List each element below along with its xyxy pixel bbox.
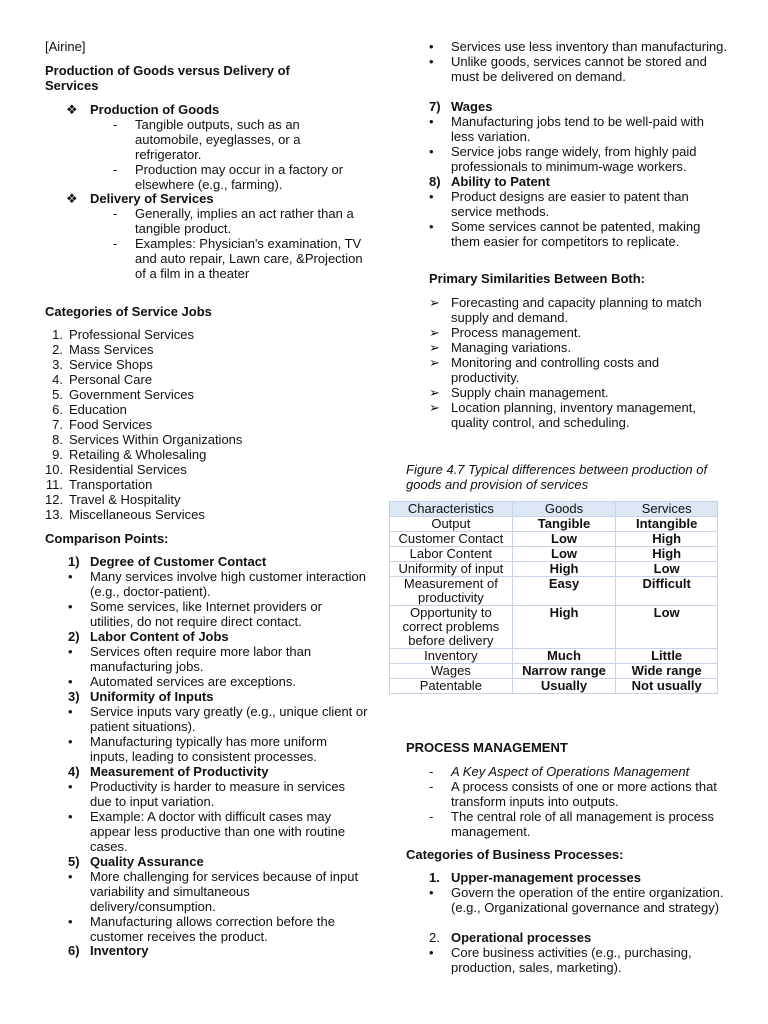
inventory-continued: • Services use less inventory than manufacturing. • Unlike goods, services cannot be stored and must be delivered on demand. — [429, 39, 728, 84]
table-row: Measurement of productivity Easy Difficult — [390, 577, 718, 606]
table-row: Labor Content Low High — [390, 547, 718, 562]
dot-bullet: • — [68, 779, 73, 794]
list-item: 7. Food Services — [52, 417, 153, 432]
dot-bullet: • — [68, 734, 73, 749]
list-item: - The central role of all management is process management. — [429, 809, 715, 839]
list-item: ➢ Monitoring and controlling costs and productivity. — [429, 355, 660, 385]
business-heading: Categories of Business Processes: — [406, 847, 624, 862]
arrow-bullet-icon: ➢ — [429, 400, 440, 415]
table-row: Uniformity of input High Low — [390, 562, 718, 577]
point-title: Degree of Customer Contact — [90, 554, 267, 569]
comparison-point-1: 1) Degree of Customer Contact • Many services involve high customer interaction (e.g., doctor-patient). • Some services, like Internet providers or utilities, do not require direct contact. — [68, 554, 367, 629]
table-row: Opportunity to correct problems before delivery High Low — [390, 606, 718, 649]
table-row: Wages Narrow range Wide range — [390, 664, 718, 679]
figure-caption: Figure 4.7 Typical differences between production of goods and provision of services — [406, 462, 708, 492]
list-item: 10. Residential Services — [45, 462, 187, 477]
production-heading: Production of Goods — [90, 102, 220, 117]
comparison-point-8: 8) Ability to Patent • Product designs are easier to patent than service methods. • Some services cannot be patented, making them easier for competitors to replicate. — [429, 174, 701, 249]
business-title: Upper-management processes — [451, 870, 642, 885]
diamond-bullet-icon: ❖ — [66, 102, 78, 117]
list-item: 13. Miscellaneous Services — [45, 507, 205, 522]
dot-bullet: • — [68, 809, 73, 824]
arrow-bullet-icon: ➢ — [429, 355, 440, 370]
business-item-2: 2. Operational processes • Core business activities (e.g., purchasing, production, sales, marketing). — [429, 930, 692, 975]
dot-bullet: • — [429, 54, 434, 69]
delivery-item — [113, 236, 363, 281]
delivery-heading: Delivery of Services — [90, 191, 214, 206]
delivery-item-text: Examples: Physician's examination, TV and auto repair, Lawn care, &Projection of a film in a theater — [135, 236, 363, 281]
dash-bullet: - — [429, 809, 434, 824]
column-header: Services — [616, 502, 718, 517]
production-item — [113, 117, 363, 162]
list-item: 9. Retailing & Wholesaling — [52, 447, 207, 462]
dot-bullet: • — [68, 869, 73, 884]
list-item: - A process consists of one or more actions that transform inputs into outputs. — [429, 779, 717, 809]
comparison-point-2: 2) Labor Content of Jobs • Services often require more labor than manufacturing jobs. • Automated services are exceptions. — [68, 629, 312, 689]
list-item: ➢ Supply chain management. — [429, 385, 609, 400]
document-tag: [Airine] — [45, 39, 86, 54]
comparison-point-7: 7) Wages • Manufacturing jobs tend to be well-paid with less variation. • Service jobs range widely, from highly paid professionals to minimum-wage workers. — [429, 99, 704, 174]
comparison-point-3: 3) Uniformity of Inputs • Service inputs vary greatly (e.g., unique client or patient situations). • Manufacturing typically has more uniform inputs, leading to consistent processes. — [68, 689, 368, 764]
dot-bullet: • — [68, 599, 73, 614]
business-item-1: 1. Upper-management processes • Govern the operation of the entire organization. (e.g., Organizational governance and strategy) — [429, 870, 724, 915]
point-title: Quality Assurance — [90, 854, 204, 869]
arrow-bullet-icon: ➢ — [429, 340, 440, 355]
categories-heading: Categories of Service Jobs — [45, 304, 212, 319]
list-item: 6. Education — [52, 402, 127, 417]
diamond-bullet-icon: ❖ — [66, 191, 78, 206]
delivery-item — [113, 206, 363, 236]
dot-bullet: • — [68, 644, 73, 659]
list-item: - A Key Aspect of Operations Management — [429, 764, 690, 779]
list-item: 12. Travel & Hospitality — [45, 492, 181, 507]
list-item: 1. Professional Services — [52, 327, 194, 342]
dot-bullet: • — [429, 189, 434, 204]
delivery-item-text: Generally, implies an act rather than a tangible product. — [135, 206, 354, 236]
comparison-point-5: 5) Quality Assurance • More challenging for services because of input variability and simultaneous delivery/consumption. • Manufacturing allows correction before the customer receives the product. — [68, 854, 359, 944]
arrow-bullet-icon: ➢ — [429, 325, 440, 340]
point-title: Uniformity of Inputs — [90, 689, 214, 704]
arrow-bullet-icon: ➢ — [429, 295, 440, 310]
list-item: 3. Service Shops — [52, 357, 153, 372]
dash-bullet: - — [429, 779, 434, 794]
arrow-bullet-icon: ➢ — [429, 385, 440, 400]
point-title: Ability to Patent — [451, 174, 550, 189]
column-header: Goods — [512, 502, 616, 517]
point-title: Wages — [451, 99, 493, 114]
dash-bullet: - — [113, 236, 118, 251]
point-title: Measurement of Productivity — [90, 764, 269, 779]
production-item-text: Production may occur in a factory or elsewhere (e.g., farming). — [135, 162, 344, 192]
dash-bullet: - — [113, 206, 118, 221]
list-item: ➢ Managing variations. — [429, 340, 571, 355]
table-row: Output Tangible Intangible — [390, 517, 718, 532]
delivery-heading-row — [66, 191, 214, 206]
business-title: Operational processes — [451, 930, 592, 945]
dot-bullet: • — [429, 114, 434, 129]
table-header-row — [390, 502, 718, 517]
point-title: Labor Content of Jobs — [90, 629, 229, 644]
list-item: 11. Transportation — [45, 477, 153, 492]
comparison-table — [389, 501, 718, 694]
column-header: Characteristics — [390, 502, 513, 517]
list-item: ➢ Process management. — [429, 325, 582, 340]
dot-bullet: • — [429, 885, 434, 900]
dot-bullet: • — [68, 704, 73, 719]
table-row: Inventory Much Little — [390, 649, 718, 664]
table-row: Customer Contact Low High — [390, 532, 718, 547]
dot-bullet: • — [68, 569, 73, 584]
process-list — [429, 764, 719, 839]
dot-bullet: • — [429, 219, 434, 234]
list-item: 2. Mass Services — [52, 342, 154, 357]
list-item: ➢ Location planning, inventory management, quality control, and scheduling. — [429, 400, 696, 430]
list-item: 8. Services Within Organizations — [52, 432, 243, 447]
comparison-heading: Comparison Points: — [45, 531, 169, 546]
dash-bullet: - — [113, 162, 118, 177]
list-item: 4. Personal Care — [52, 372, 153, 387]
categories-list — [45, 327, 365, 522]
dot-bullet: • — [429, 39, 434, 54]
list-item: ➢ Forecasting and capacity planning to match supply and demand. — [429, 295, 702, 325]
process-heading: PROCESS MANAGEMENT — [406, 740, 568, 755]
comparison-point-6: 6) Inventory — [68, 943, 149, 958]
production-heading-row — [66, 102, 219, 117]
comparison-point-4: 4) Measurement of Productivity • Productivity is harder to measure in services due to input variation. • Example: A doctor with difficult cases may appear less productive than one with routine cases. — [68, 764, 346, 854]
production-item — [113, 162, 363, 192]
dot-bullet: • — [68, 914, 73, 929]
dash-bullet: - — [113, 117, 118, 132]
table-row: Patentable Usually Not usually — [390, 679, 718, 694]
similarities-list — [429, 295, 729, 430]
dot-bullet: • — [429, 144, 434, 159]
production-item-text: Tangible outputs, such as an automobile, eyeglasses, or a refrigerator. — [135, 117, 301, 162]
dash-bullet: - — [429, 764, 434, 779]
list-item: 5. Government Services — [52, 387, 194, 402]
dot-bullet: • — [68, 674, 73, 689]
point-title: Inventory — [90, 943, 149, 958]
dot-bullet: • — [429, 945, 434, 960]
similarities-heading: Primary Similarities Between Both: — [429, 271, 646, 286]
page-title: Production of Goods versus Delivery of Services — [45, 63, 290, 93]
